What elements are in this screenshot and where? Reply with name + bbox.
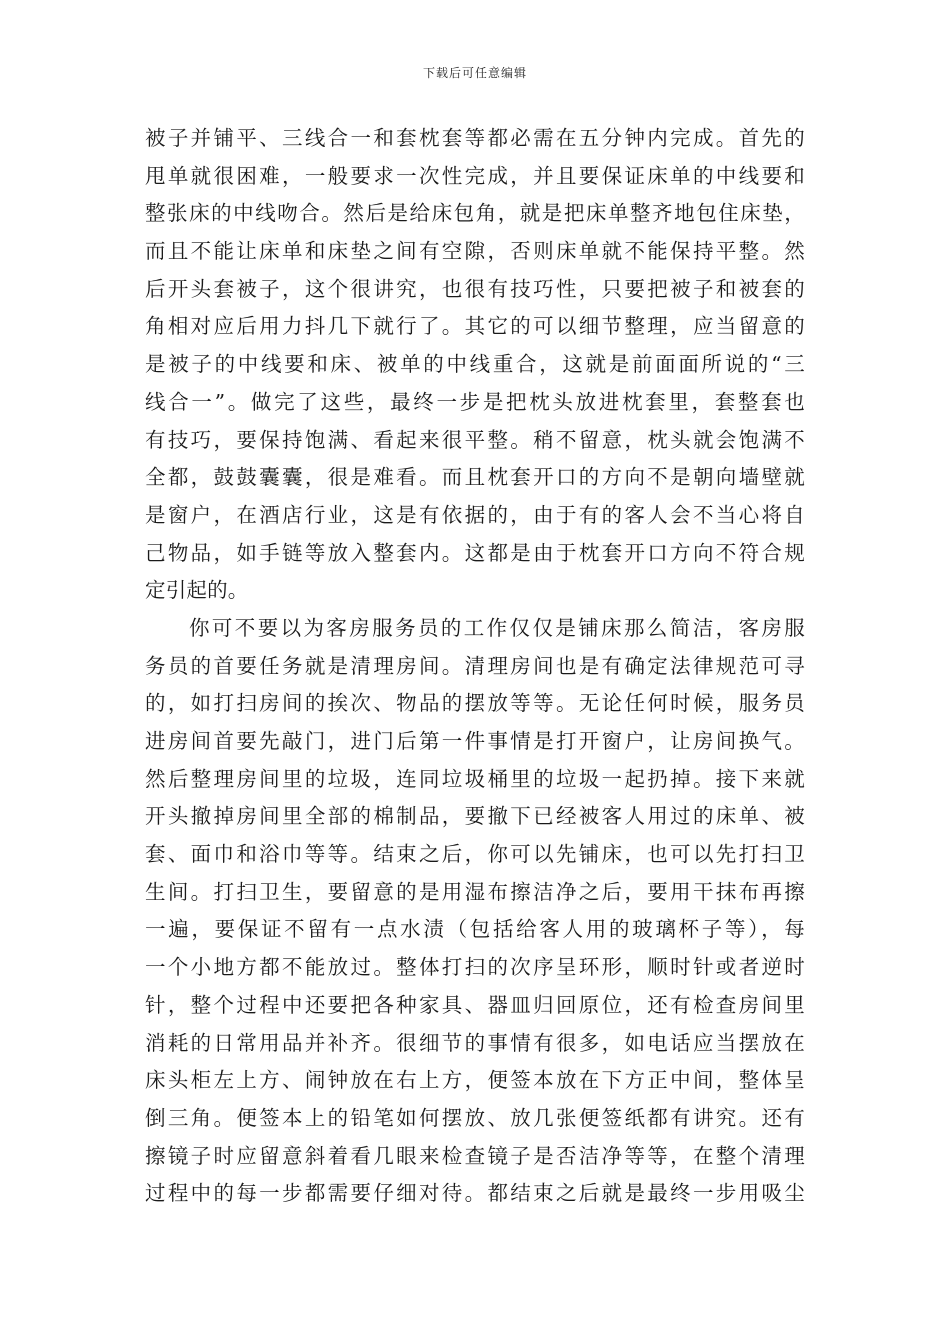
text-line: 己物品，如手链等放入整套内。这都是由于枕套开口方向不符合规 — [145, 540, 805, 565]
page-header: 下载后可任意编辑 — [422, 66, 527, 80]
text-line: 整张床的中线吻合。然后是给床包角，就是把床单整齐地包住床垫， — [145, 201, 805, 226]
text-line: 一个小地方都不能放过。整体打扫的次序呈环形，顺时针或者逆时 — [145, 955, 805, 980]
paragraph-1 — [145, 120, 805, 610]
text-line: 针，整个过程中还要把各种家具、器皿归回原位，还有检查房间里 — [145, 992, 805, 1017]
text-line: 进房间首要先敲门，进门后第一件事情是打开窗户，让房间换气。 — [145, 729, 805, 753]
text-line: 的，如打扫房间的挨次、物品的摆放等等。无论任何时候，服务员 — [145, 691, 805, 716]
text-line: 后开头套被子，这个很讲究，也很有技巧性，只要把被子和被套的 — [145, 276, 805, 301]
text-line: 倒三角。便签本上的铅笔如何摆放、放几张便签纸都有讲究。还有 — [145, 1105, 805, 1130]
text-line: 是窗户，在酒店行业，这是有依据的，由于有的客人会不当心将自 — [145, 502, 805, 527]
document-body — [145, 120, 805, 1213]
text-line: 是被子的中线要和床、被单的中线重合，这就是前面面所说的“三 — [145, 352, 805, 377]
text-line: 床头柜左上方、闹钟放在右上方，便签本放在下方正中间，整体呈 — [145, 1068, 805, 1093]
text-line: 生间。打扫卫生，要留意的是用湿布擦洁净之后，要用干抹布再擦 — [145, 879, 805, 904]
text-line: 被子并铺平、三线合一和套枕套等都必需在五分钟内完成。首先的 — [145, 126, 805, 150]
text-line: 定引起的。 — [145, 578, 249, 603]
text-line: 然后整理房间里的垃圾，连同垃圾桶里的垃圾一起扔掉。接下来就 — [145, 766, 805, 791]
text-line: 而且不能让床单和床垫之间有空隙，否则床单就不能保持平整。然 — [145, 239, 805, 264]
paragraph-2 — [145, 610, 805, 1213]
text-line: 甩单就很困难，一般要求一次性完成，并且要保证床单的中线要和 — [145, 163, 805, 188]
text-line: 务员的首要任务就是清理房间。清理房间也是有确定法律规范可寻 — [145, 653, 805, 678]
text-line: 有技巧，要保持饱满、看起来很平整。稍不留意，枕头就会饱满不 — [145, 427, 805, 452]
text-line: 一遍，要保证不留有一点水渍（包括给客人用的玻璃杯子等），每 — [145, 917, 805, 942]
text-line: 开头撤掉房间里全部的棉制品，要撤下已经被客人用过的床单、被 — [145, 804, 805, 829]
text-line: 你可不要以为客房服务员的工作仅仅是铺床那么简洁，客房服 — [189, 615, 805, 640]
text-line: 擦镜子时应留意斜着看几眼来检查镜子是否洁净等等，在整个清理 — [145, 1143, 805, 1168]
text-line: 过程中的每一步都需要仔细对待。都结束之后就是最终一步用吸尘 — [145, 1181, 805, 1206]
text-line: 线合一”。做完了这些，最终一步是把枕头放进枕套里，套整套也 — [145, 389, 805, 414]
text-line: 消耗的日常用品并补齐。很细节的事情有很多，如电话应当摆放在 — [145, 1030, 805, 1055]
text-line: 全都，鼓鼓囊囊，很是难看。而且枕套开口的方向不是朝向墙壁就 — [145, 465, 805, 490]
text-line: 角相对应后用力抖几下就行了。其它的可以细节整理，应当留意的 — [145, 314, 805, 339]
text-line: 套、面巾和浴巾等等。结束之后，你可以先铺床，也可以先打扫卫 — [145, 842, 805, 867]
